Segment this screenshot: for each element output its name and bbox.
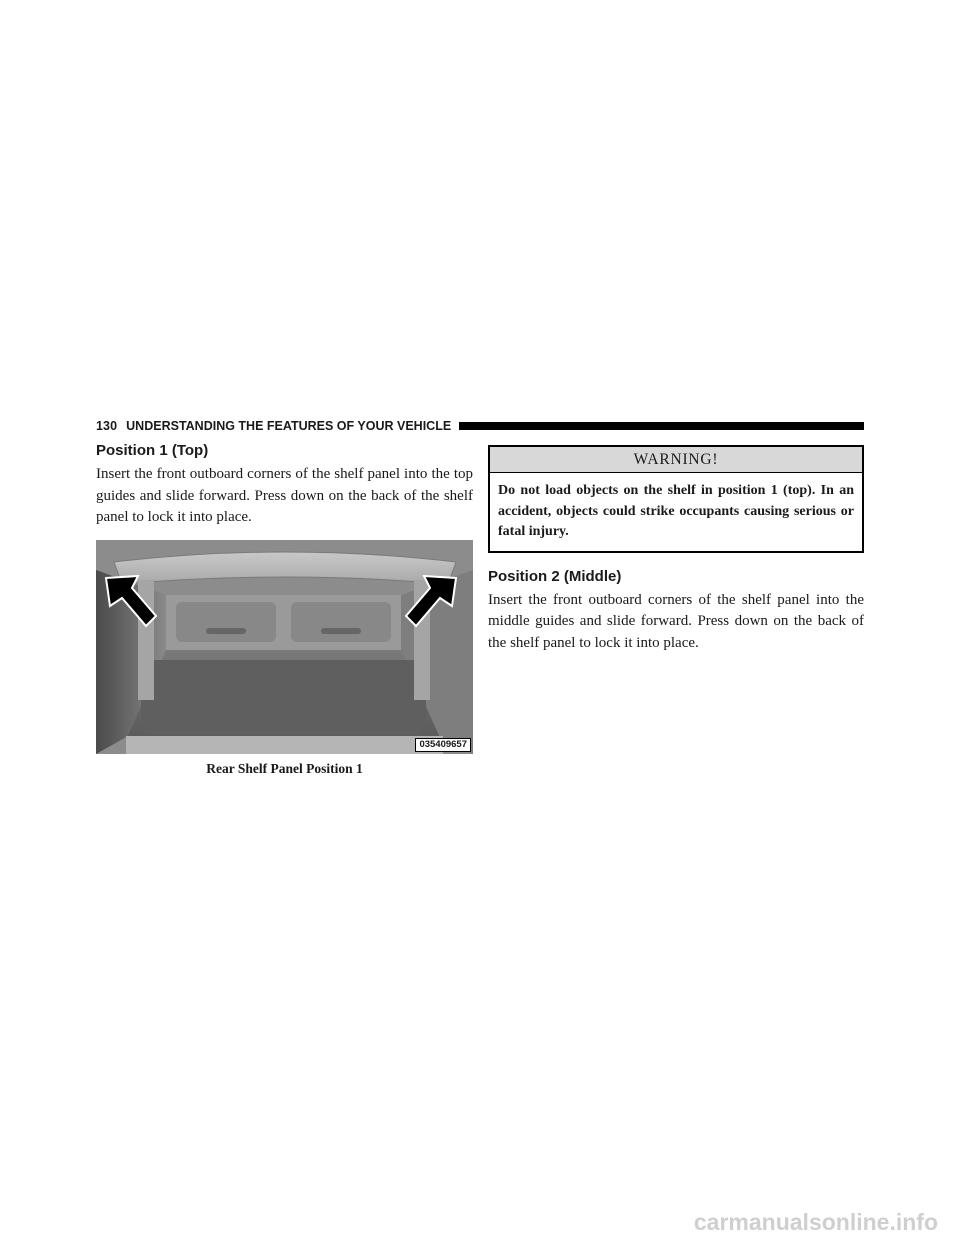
page-header [96, 418, 864, 434]
cargo-area-illustration [96, 540, 473, 754]
figure-caption: Rear Shelf Panel Position 1 [206, 760, 363, 776]
warning-box [488, 445, 864, 553]
watermark: carmanualsonline.info [693, 1209, 938, 1235]
warning-text: Do not load objects on the shelf in position 1 (top). In an accident, objects could strike occupants causing serious or fatal injury. [498, 483, 854, 539]
position-1-paragraph: Insert the front outboard corners of the shelf panel into the top guides and slide forward. Press down on the back of the shelf panel to lock it into place. [96, 466, 473, 525]
left-column [96, 441, 473, 777]
header-rule [459, 422, 864, 430]
position-2-heading: Position 2 (Middle) [488, 567, 622, 585]
rear-shelf-photo [96, 540, 473, 754]
right-column [488, 445, 864, 654]
warning-title: WARNING! [490, 447, 862, 473]
position-2-paragraph: Insert the front outboard corners of the shelf panel into the middle guides and slide forward. Press down on the back of the shelf panel to lock it into place. [488, 591, 864, 651]
section-title: UNDERSTANDING THE FEATURES OF YOUR VEHICLE [126, 419, 452, 433]
figure-code: 035409657 [415, 738, 471, 752]
position-1-heading: Position 1 (Top) [96, 442, 209, 459]
page-number: 130 [96, 419, 118, 433]
